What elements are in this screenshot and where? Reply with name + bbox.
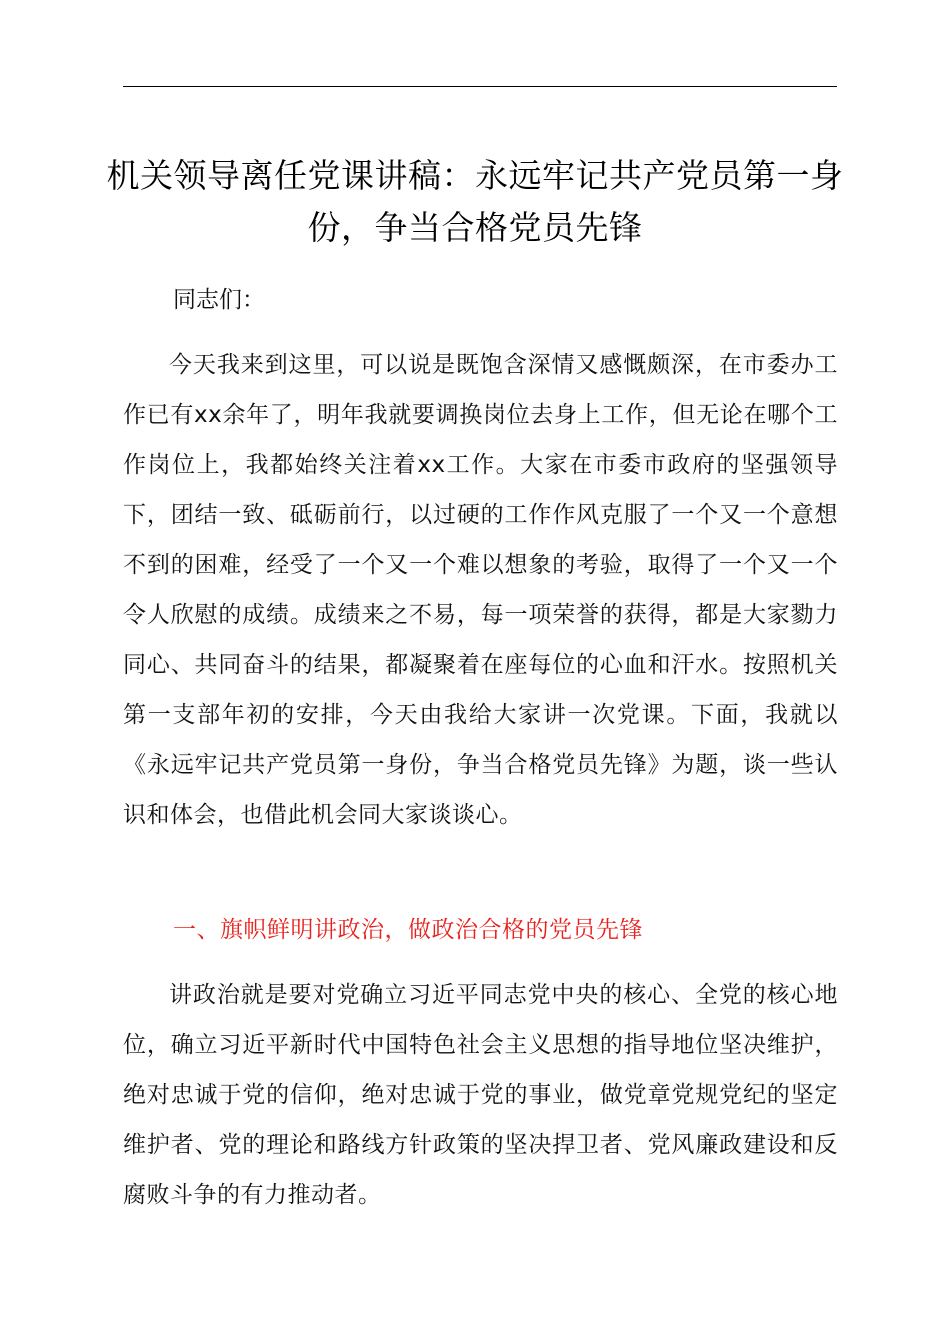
document-title: 机关领导离任党课讲稿：永远牢记共产党员第一身份，争当合格党员先锋 [106,156,844,247]
header-rule [123,86,837,87]
body-paragraph-section-1: 讲政治就是要对党确立习近平同志党中央的核心、全党的核心地位，确立习近平新时代中国特色社会主义思想的指导地位坚决维护，绝对忠诚于党的信仰，绝对忠诚于党的事业，做党章党规党纪的坚定维护者、党的理论和路线方针政策的坚决捍卫者、党风廉政建设和反腐败斗争的有力推动者。 [123,982,838,1208]
body-paragraph-intro: 今天我来到这里，可以说是既饱含深情又感慨颇深，在市委办工作已有xx余年了，明年我就要调换岗位去身上工作，但无论在哪个工作岗位上，我都始终关注着xx工作。大家在市委市政府的坚强领导下，团结一致、砥砺前行，以过硬的工作作风克服了一个又一个意想不到的困难，经受了一个又一个难以想象的考验，取得了一个又一个令人欣慰的成绩。成绩来之不易，每一项荣誉的获得，都是大家勠力同心、共同奋斗的结果，都凝聚着在座每位的心血和汗水。按照机关第一支部年初的安排，今天由我给大家讲一次党课。下面，我就以《永远牢记共产党员第一身份，争当合格党员先锋》为题，谈一些认识和体会，也借此机会同大家谈谈心。 [123,352,838,828]
salutation: 同志们： [173,287,265,313]
section-heading-1: 一、旗帜鲜明讲政治，做政治合格的党员先锋 [173,917,643,943]
